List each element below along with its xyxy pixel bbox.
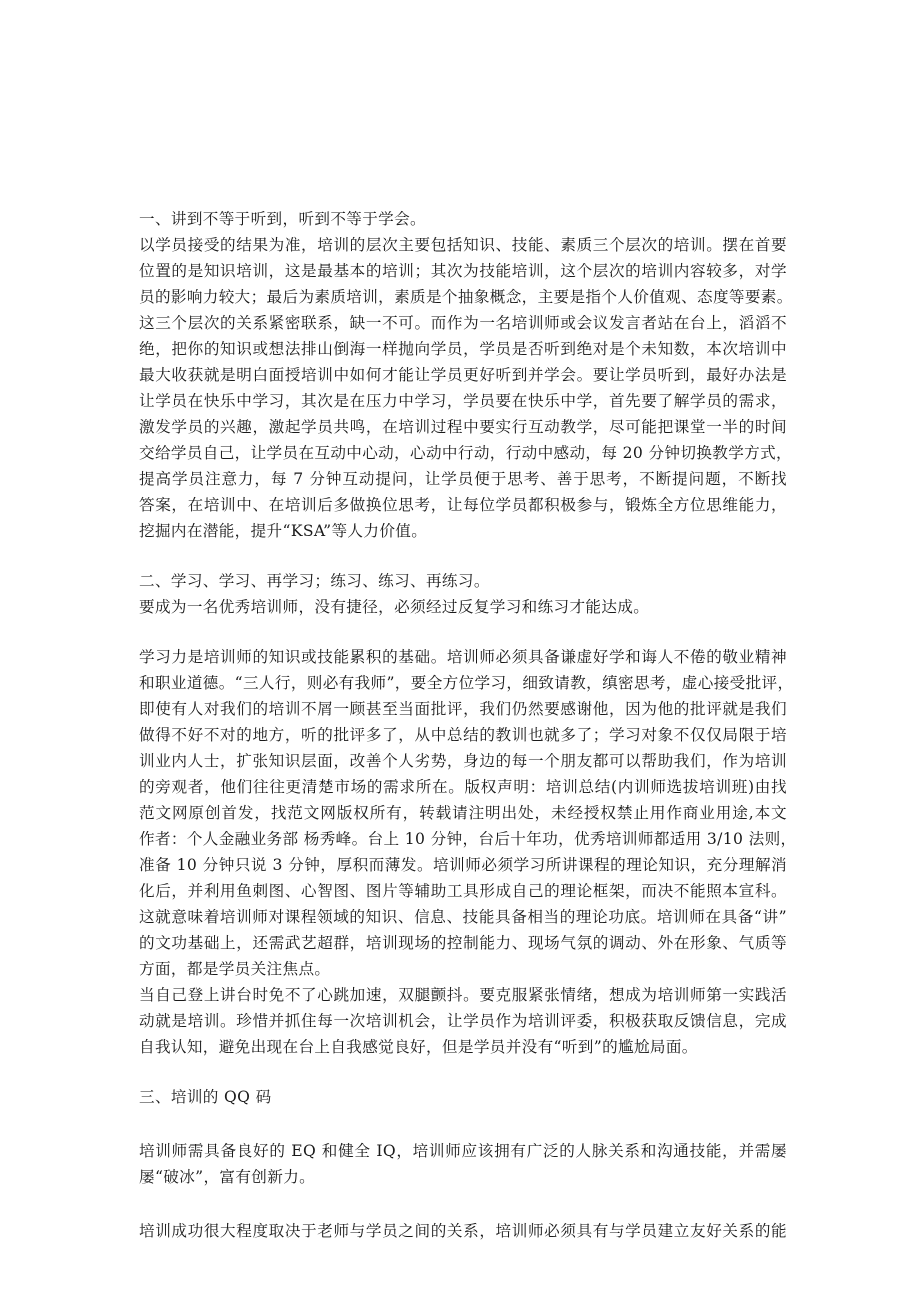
paragraph-spacer	[139, 1190, 787, 1218]
text-line: 和职业道德。“三人行，则必有我师”，要全方位学习，细致请教，缜密思考，虚心接受批评，	[139, 674, 794, 692]
document-body	[139, 206, 797, 1244]
text-line: 准备 10 分钟只说 3 分钟，厚积而薄发。培训师必须学习所讲课程的理论知识，充分理解消	[139, 856, 787, 874]
text-line: 方面，都是学员关注焦点。	[139, 960, 331, 978]
text-line: 当自己登上讲台时免不了心跳加速，双腿颤抖。要克服紧张情绪，想成为培训师第一实践活	[139, 986, 787, 1004]
text-line: 培训成功很大程度取决于老师与学员之间的关系，培训师必须具有与学员建立友好关系的能	[139, 1222, 787, 1240]
text-line: 的旁观者，他们往往更清楚市场的需求所在。版权声明：培训总结(内训师选拔培训班)由找	[139, 778, 787, 796]
text-line: 培训师需具备良好的 EQ 和健全 IQ，培训师应该拥有广泛的人脉关系和沟通技能，并需屡	[139, 1142, 787, 1160]
text-line: 做得不好不对的地方，听的批评多了，从中总结的教训也就多了；学习对象不仅仅局限于培	[139, 726, 787, 744]
text-line: 要成为一名优秀培训师，没有捷径，必须经过反复学习和练习才能达成。	[139, 598, 650, 616]
text-line: 答案，在培训中、在培训后多做换位思考，让每位学员都积极参与，锻炼全方位思维能力，	[139, 496, 787, 514]
text-line: 让学员在快乐中学习，其次是在压力中学习，学员要在快乐中学，首先要了解学员的需求，	[139, 392, 787, 410]
text-line: 学习力是培训师的知识或技能累积的基础。培训师必须具备谦虚好学和诲人不倦的敬业精神	[139, 648, 787, 666]
paragraph-spacer	[139, 1060, 787, 1084]
text-line: 交给学员自己，让学员在互动中心动，心动中行动，行动中感动，每 20 分钟切换教学方式，	[139, 444, 792, 462]
section-heading-3: 三、培训的 QQ 码	[139, 1088, 272, 1106]
paragraph-2-3	[139, 982, 787, 1060]
text-line: 绝，把你的知识或想法排山倒海一样抛向学员，学员是否听到绝对是个未知数，本次培训中	[139, 340, 787, 358]
paragraph-1-1	[139, 232, 793, 544]
text-line: 挖掘内在潜能，提升“KSA”等人力价值。	[139, 522, 428, 540]
text-line: 屡“破冰”，富有创新力。	[139, 1168, 316, 1186]
text-line: 以学员接受的结果为准，培训的层次主要包括知识、技能、素质三个层次的培训。摆在首要	[139, 236, 787, 254]
section-heading-1: 一、讲到不等于听到，听到不等于学会。	[139, 210, 426, 228]
paragraph-2-1	[139, 594, 787, 620]
paragraph-spacer	[139, 1110, 787, 1138]
paragraph-3-2	[139, 1218, 787, 1244]
paragraph-spacer	[139, 620, 787, 644]
text-line: 的文功基础上，还需武艺超群，培训现场的控制能力、现场气氛的调动、外在形象、气质等	[139, 934, 787, 952]
text-line: 作者：个人金融业务部 杨秀峰。台上 10 分钟，台后十年功，优秀培训师都适用 3/10 法则，	[139, 830, 797, 848]
paragraph-spacer	[139, 544, 787, 568]
text-line: 位置的是知识培训，这是最基本的培训；其次为技能培训，这个层次的培训内容较多，对学	[139, 262, 787, 280]
text-line: 这三个层次的关系紧密联系，缺一不可。而作为一名培训师或会议发言者站在台上，滔滔不	[139, 314, 787, 332]
text-line: 即使有人对我们的培训不屑一顾甚至当面批评，我们仍然要感谢他，因为他的批评就是我们	[139, 700, 787, 718]
text-line: 最大收获就是明白面授培训中如何才能让学员更好听到并学会。要让学员听到，最好办法是	[139, 366, 787, 384]
text-line: 员的影响力较大；最后为素质培训，素质是个抽象概念，主要是指个人价值观、态度等要素。	[139, 288, 793, 306]
text-line: 训业内人士，扩张知识层面，改善个人劣势，身边的每一个朋友都可以帮助我们，作为培训	[139, 752, 787, 770]
text-line: 激发学员的兴趣，激起学员共鸣，在培训过程中要实行互动教学，尽可能把课堂一半的时间	[139, 418, 787, 436]
paragraph-3-1	[139, 1138, 787, 1190]
text-line: 范文网原创首发，找范文网版权所有，转载请注明出处，未经授权禁止用作商业用途,本文	[139, 804, 787, 822]
text-line: 自我认知，避免出现在台上自我感觉良好，但是学员并没有“听到”的尴尬局面。	[139, 1038, 698, 1056]
paragraph-2-2	[139, 644, 797, 982]
text-line: 这就意味着培训师对课程领域的知识、信息、技能具备相当的理论功底。培训师在具备“讲”	[139, 908, 787, 926]
text-line: 提高学员注意力，每 7 分钟互动提问，让学员便于思考、善于思考，不断提问题，不断找	[139, 470, 787, 488]
section-heading-2: 二、学习、学习、再学习；练习、练习、再练习。	[139, 572, 490, 590]
text-line: 动就是培训。珍惜并抓住每一次培训机会，让学员作为培训评委，积极获取反馈信息，完成	[139, 1012, 787, 1030]
text-line: 化后，并利用鱼刺图、心智图、图片等辅助工具形成自己的理论框架，而决不能照本宣科。	[139, 882, 787, 900]
